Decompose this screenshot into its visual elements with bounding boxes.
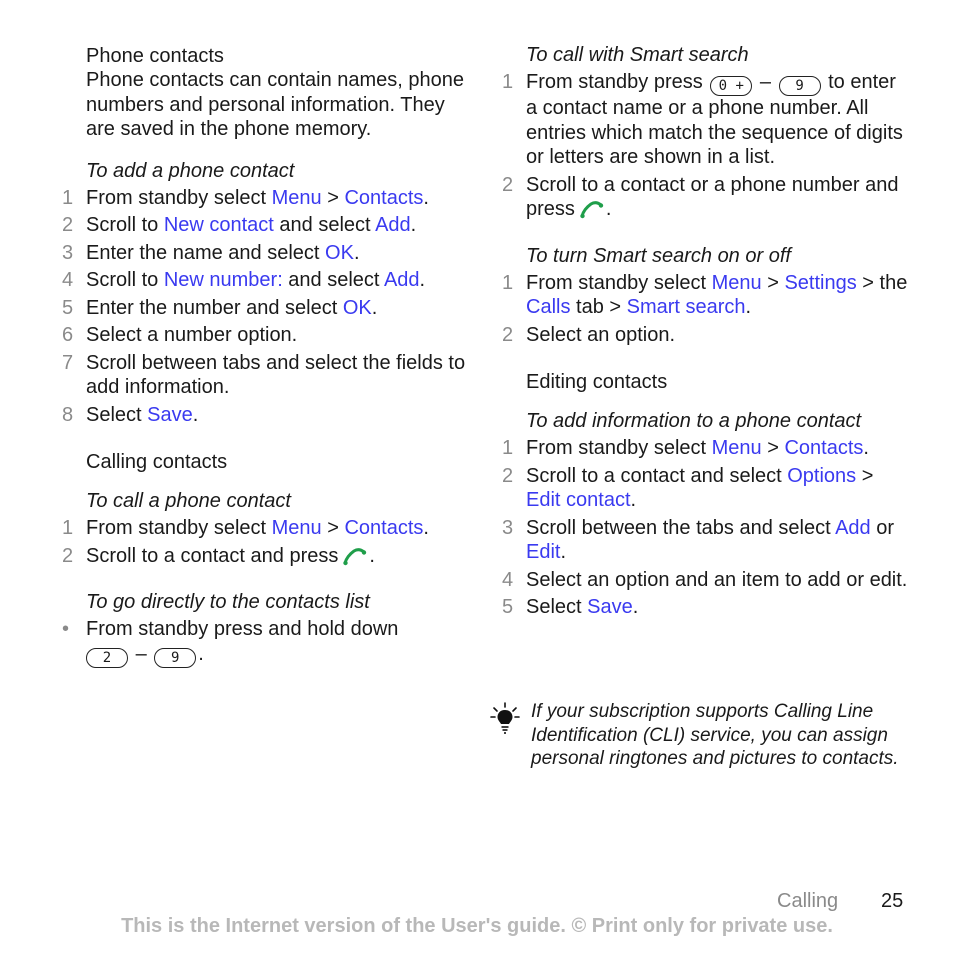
procedure-title-go-directly: To go directly to the contacts list xyxy=(86,591,370,613)
list-item: 6 Select a number option. xyxy=(62,324,298,346)
list-item: 7 Scroll between tabs and select the fields to add information. xyxy=(62,351,466,398)
ui-term-ok: OK xyxy=(342,296,372,319)
list-item: 4 Select an option and an item to add or edit. xyxy=(502,568,908,591)
ui-term-menu: Menu xyxy=(271,186,322,209)
step-number: 1 xyxy=(502,271,514,294)
step-number: 6 xyxy=(62,324,74,346)
list-item: 2 Scroll to New contact and select Add. xyxy=(62,214,417,236)
list-item: 1 From standby select Menu > Settings > the Calls tab > Smart search. xyxy=(502,271,908,318)
add-contact-steps xyxy=(60,186,470,428)
key-2-icon: 2 xyxy=(86,648,128,668)
ui-term-save: Save xyxy=(587,596,633,618)
ui-term-menu: Menu xyxy=(271,517,322,539)
list-item: 1 From standby select Menu > Contacts. xyxy=(62,186,429,209)
step-number: 2 xyxy=(62,214,74,236)
ui-term-settings: Settings xyxy=(784,271,857,294)
ui-term-new-contact: New contact xyxy=(163,214,274,236)
step-number: 2 xyxy=(502,464,514,487)
list-item: 3 Scroll between the tabs and select Add or Edit. xyxy=(502,516,895,563)
step-number: 1 xyxy=(502,437,514,459)
step-number: 1 xyxy=(62,517,74,539)
list-item: 5 Enter the number and select OK. xyxy=(62,296,378,319)
ui-term-calls: Calls xyxy=(526,296,571,318)
step-number: 2 xyxy=(502,323,514,346)
call-key-icon xyxy=(579,199,605,219)
add-info-steps xyxy=(500,436,910,620)
step-number: 3 xyxy=(502,516,514,539)
smart-toggle-steps xyxy=(500,271,910,348)
list-item: 2 Select an option. xyxy=(502,323,675,346)
tip-text: If your subscription supports Calling Line Identification (CLI) service, you can assign personal ringtones and pictures to contacts. xyxy=(531,701,899,769)
list-item: 2 Scroll to a contact and press . xyxy=(62,544,375,567)
ui-term-contacts: Contacts xyxy=(784,437,864,459)
procedure-title-call-contact: To call a phone contact xyxy=(86,490,291,512)
ui-term-menu: Menu xyxy=(711,271,762,294)
call-key-icon xyxy=(342,546,368,566)
ui-term-save: Save xyxy=(147,403,193,426)
left-column xyxy=(60,44,470,671)
list-item: 5 Select Save. xyxy=(502,596,639,618)
call-contact-steps xyxy=(60,516,470,568)
ui-term-edit: Edit xyxy=(526,541,561,563)
ui-term-smart-search: Smart search xyxy=(626,296,746,318)
ui-term-new-number: New number: xyxy=(163,269,283,291)
key-0-plus-icon: 0 + xyxy=(710,76,752,96)
section-heading-phone-contacts: Phone contacts xyxy=(86,45,224,67)
list-item: 1 From standby select Menu > Contacts. xyxy=(62,517,429,539)
step-number: 4 xyxy=(502,568,514,591)
phone-contacts-intro: Phone contacts can contain names, phone numbers and personal information. They are saved in the phone memory. xyxy=(86,69,465,140)
internet-version-notice: This is the Internet version of the User's guide. © Print only for private use. xyxy=(121,915,833,937)
step-number: 5 xyxy=(502,596,514,618)
ui-term-add: Add xyxy=(375,214,411,236)
step-number: 1 xyxy=(502,71,514,93)
list-item: 4 Scroll to New number: and select Add. xyxy=(62,269,426,291)
ui-term-ok: OK xyxy=(325,241,354,264)
ui-term-edit-contact: Edit contact xyxy=(526,489,631,511)
list-item: 1 From standby select Menu > Contacts. xyxy=(502,437,869,459)
page-number: 25 xyxy=(881,890,904,912)
step-number: 5 xyxy=(62,296,74,319)
step-number: 2 xyxy=(62,544,74,567)
key-9-icon: 9 xyxy=(154,648,196,668)
procedure-title-add-contact: To add a phone contact xyxy=(86,159,295,182)
ui-term-contacts: Contacts xyxy=(344,186,424,209)
step-number: 3 xyxy=(62,241,74,264)
procedure-title-add-info: To add information to a phone contact xyxy=(526,410,862,432)
bullet: • xyxy=(62,618,70,640)
step-number: 1 xyxy=(62,186,74,209)
key-9-icon: 9 xyxy=(779,76,821,96)
section-heading-editing-contacts: Editing contacts xyxy=(526,371,668,393)
ui-term-contacts: Contacts xyxy=(344,517,424,539)
right-column xyxy=(500,44,910,623)
list-item: 2 Scroll to a contact or a phone number and press . xyxy=(502,173,899,220)
ui-term-options: Options xyxy=(787,464,857,487)
procedure-title-smart-call: To call with Smart search xyxy=(526,44,749,66)
list-item: 2 Scroll to a contact and select Options > Edit contact. xyxy=(502,464,874,511)
step-number: 2 xyxy=(502,173,514,196)
list-item: • From standby press and hold down 2 – 9 . xyxy=(62,618,399,666)
footer-section-name: Calling xyxy=(777,890,839,912)
step-number: 7 xyxy=(62,351,74,374)
step-number: 8 xyxy=(62,403,74,426)
go-directly-steps xyxy=(60,617,470,668)
step-number: 4 xyxy=(62,269,74,291)
ui-term-add: Add xyxy=(383,269,420,291)
ui-term-add: Add xyxy=(835,516,871,539)
smart-call-steps xyxy=(500,70,910,222)
lightbulb-tip-icon xyxy=(490,702,520,736)
list-item: 8 Select Save. xyxy=(62,403,199,426)
list-item: 1 From standby press 0 + – 9 to enter a contact name or a phone number. All entries which match the sequence of digits or letters are shown in a list. xyxy=(502,71,903,168)
section-heading-calling-contacts: Calling contacts xyxy=(86,451,228,473)
ui-term-menu: Menu xyxy=(711,437,762,459)
procedure-title-smart-toggle: To turn Smart search on or off xyxy=(526,244,791,267)
list-item: 3 Enter the name and select OK. xyxy=(62,241,360,264)
tip-note xyxy=(490,700,910,771)
